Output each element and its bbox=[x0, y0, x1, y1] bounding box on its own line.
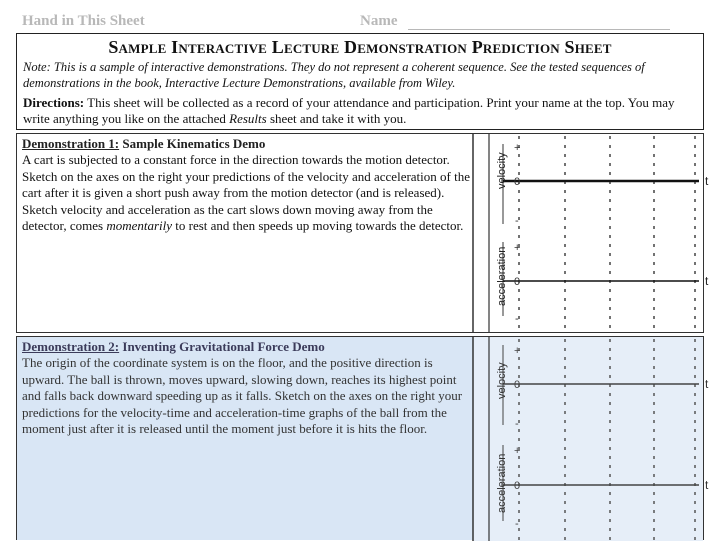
acceleration-t-label: t bbox=[705, 478, 709, 492]
velocity-axis-label: velocity bbox=[496, 362, 508, 399]
demonstration-2-graphs[interactable] bbox=[473, 337, 709, 541]
velocity-t-label: t bbox=[705, 174, 709, 188]
demonstration-1-text bbox=[22, 136, 474, 234]
velocity-minus-label: - bbox=[515, 418, 519, 430]
demonstration-1-momentarily: momentarily bbox=[106, 218, 173, 234]
demonstration-2-text bbox=[22, 339, 474, 437]
velocity-minus-label: - bbox=[515, 215, 519, 227]
acceleration-plus-label: + bbox=[514, 445, 521, 457]
acceleration-axis-label: acceleration bbox=[496, 246, 508, 306]
directions-paragraph bbox=[23, 95, 697, 127]
acceleration-t-label: t bbox=[705, 274, 709, 288]
directions-results-word: Results bbox=[229, 111, 267, 126]
velocity-plus-label: + bbox=[514, 142, 521, 154]
sheet-title: Sample Interactive Lecture Demonstration Prediction Sheet bbox=[108, 37, 612, 57]
velocity-zero-label: 0 bbox=[514, 379, 521, 391]
header-box bbox=[16, 33, 704, 130]
demonstration-1-box bbox=[16, 133, 709, 333]
demonstration-2-body: The origin of the coordinate system is on the floor, and the positive direction is upward. The ball is thrown, moves upward, slowing down, reaches its highest point and falls back downward speeding up as it falls. Sketch on the axes on the right your predictions for the velocity-time and acceleration-time graphs of the ball from the moment just after it is released until the moment just before it is hits the floor. bbox=[22, 355, 463, 437]
demonstration-2-label: Demonstration 2: bbox=[22, 339, 120, 354]
demonstration-1-body-1: A cart is subjected to a constant force in the direction towards the motion detector. Sketch on the axes on the right your predictions of the velocity and acceleration of the cart after it is given a short push away from the motion detector (and is released). Sketch velocity and acceleration as the cart slows down moving away from the detector, comes bbox=[22, 152, 470, 234]
acceleration-minus-label: - bbox=[515, 518, 519, 530]
note-paragraph bbox=[23, 59, 697, 91]
velocity-t-label: t bbox=[705, 377, 709, 391]
demonstration-1-graphs[interactable] bbox=[473, 134, 709, 332]
demonstration-2-name: Inventing Gravitational Force Demo bbox=[122, 339, 325, 354]
demonstration-1-body-2: to rest and then speeds up moving towards the detector. bbox=[175, 218, 464, 234]
acceleration-zero-label: 0 bbox=[514, 480, 521, 492]
name-blank-line bbox=[408, 29, 670, 30]
acceleration-zero-label: 0 bbox=[514, 276, 521, 288]
acceleration-minus-label: - bbox=[515, 313, 519, 325]
note-text: This is a sample of interactive demonstrations. They do not represent a coherent sequence. See the tested sequences of demonstrations in the book, Interactive Lecture Demonstrations, available from Wiley. bbox=[23, 60, 645, 90]
hand-in-label: Hand in This Sheet bbox=[22, 13, 145, 29]
directions-label: Directions: bbox=[23, 95, 85, 110]
note-label: Note: bbox=[23, 60, 51, 74]
demonstration-1-label: Demonstration 1: bbox=[22, 136, 120, 151]
directions-text-2: sheet and take it with you. bbox=[269, 111, 407, 126]
acceleration-plus-label: + bbox=[514, 242, 521, 254]
velocity-axis-label: velocity bbox=[496, 152, 508, 189]
velocity-zero-label: 0 bbox=[514, 176, 521, 188]
directions-text-1: This sheet will be collected as a record of your attendance and participation. Print your name at the top. You may write anything you like on the attached bbox=[23, 95, 675, 126]
demonstration-1-name: Sample Kinematics Demo bbox=[122, 136, 266, 151]
demonstration-2-box bbox=[16, 336, 709, 540]
name-label: Name bbox=[360, 13, 398, 29]
velocity-plus-label: + bbox=[514, 345, 521, 357]
acceleration-axis-label: acceleration bbox=[496, 453, 508, 513]
